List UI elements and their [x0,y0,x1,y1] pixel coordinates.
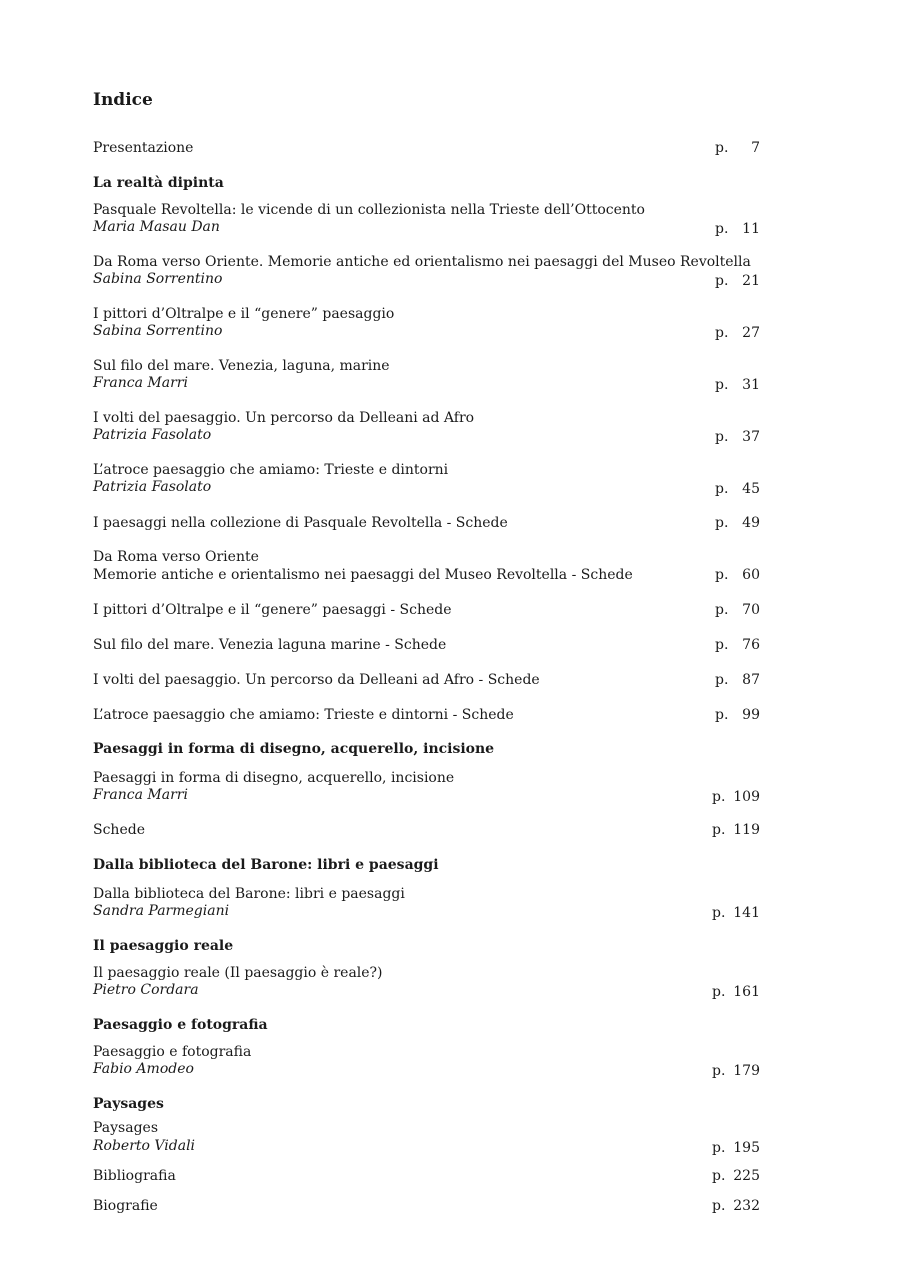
page-prefix: p. [715,707,729,723]
toc-section-heading: Paesaggio e fotografia [93,1017,268,1033]
toc-entry-title: I pittori d’Oltralpe e il “genere” paesaggio [93,306,395,322]
page-prefix: p. [712,822,726,838]
page-number: 37 [742,429,760,445]
toc-section-heading: La realtà dipinta [93,175,224,191]
page-number: 45 [742,481,760,497]
toc-author: Pietro Cordara [93,982,199,998]
page-number: 161 [733,984,760,1000]
page-prefix: p. [715,602,729,618]
toc-entry-title: Presentazione [93,140,194,156]
page-prefix: p. [715,515,729,531]
page-number: 195 [733,1140,760,1156]
toc-entry-title: Paesaggi in forma di disegno, acquerello, incisione [93,770,455,786]
page-prefix: p. [715,377,729,393]
toc-entry-title: Sul filo del mare. Venezia laguna marine - Schede [93,637,447,653]
toc-entry-title: Biografie [93,1198,158,1214]
toc-section-heading: Paesaggi in forma di disegno, acquerello, incisione [93,741,495,757]
toc-entry-title: L’atroce paesaggio che amiamo: Trieste e dintorni - Schede [93,707,514,723]
toc-entry-title: Paesaggio e fotografia [93,1044,252,1060]
page-prefix: p. [715,481,729,497]
page-number: 76 [742,637,760,653]
page-prefix: p. [715,672,729,688]
page-number: 7 [751,140,760,156]
page-number: 49 [742,515,760,531]
toc-author: Roberto Vidali [93,1138,196,1154]
page-number: 70 [742,602,760,618]
toc-author: Maria Masau Dan [93,219,220,235]
toc-entry-title: Schede [93,822,145,838]
page-prefix: p. [715,273,729,289]
page-number: 27 [742,325,760,341]
toc-author: Patrizia Fasolato [93,427,212,443]
page-prefix: p. [712,905,726,921]
page-number: 87 [742,672,760,688]
toc-entry-title: Pasquale Revoltella: le vicende di un collezionista nella Trieste dell’Ottocento [93,202,645,218]
page-prefix: p. [712,1140,726,1156]
toc-author: Sabina Sorrentino [93,323,223,339]
toc-section-heading: Il paesaggio reale [93,938,234,954]
page-number: 141 [733,905,760,921]
toc-entry-title: Da Roma verso Oriente [93,549,259,565]
toc-entry-title: Sul filo del mare. Venezia, laguna, marine [93,358,390,374]
page-prefix: p. [715,140,729,156]
page-prefix: p. [712,984,726,1000]
page-number: 225 [733,1168,760,1184]
page-number: 99 [742,707,760,723]
toc-author: Patrizia Fasolato [93,479,212,495]
page-prefix: p. [715,567,729,583]
toc-section-heading: Dalla biblioteca del Barone: libri e paesaggi [93,857,439,873]
toc-entry-title: L’atroce paesaggio che amiamo: Trieste e dintorni [93,462,449,478]
page-number: 11 [742,221,760,237]
page-prefix: p. [715,221,729,237]
page-number: 60 [742,567,760,583]
page-prefix: p. [712,1198,726,1214]
page-prefix: p. [712,1063,726,1079]
page-number: 109 [733,789,760,805]
page-prefix: p. [715,637,729,653]
page-title: Indice [93,90,153,110]
page-number: 21 [742,273,760,289]
page-prefix: p. [715,429,729,445]
page-number: 179 [733,1063,760,1079]
toc-entry-title: I pittori d’Oltralpe e il “genere” paesaggi - Schede [93,602,452,618]
page-number: 119 [733,822,760,838]
toc-entry-title: Dalla biblioteca del Barone: libri e paesaggi [93,886,405,902]
toc-author: Fabio Amodeo [93,1061,194,1077]
toc-entry-title: I volti del paesaggio. Un percorso da Delleani ad Afro - Schede [93,672,540,688]
page-prefix: p. [712,789,726,805]
toc-entry-title: I volti del paesaggio. Un percorso da Delleani ad Afro [93,410,475,426]
toc-entry-title: Il paesaggio reale (Il paesaggio è reale?) [93,965,383,981]
page-prefix: p. [712,1168,726,1184]
toc-author: Franca Marri [93,787,188,803]
toc-section-heading: Paysages [93,1096,164,1112]
page-number: 232 [733,1198,760,1214]
toc-entry-title: I paesaggi nella collezione di Pasquale Revoltella - Schede [93,515,508,531]
toc-entry-title: Da Roma verso Oriente. Memorie antiche ed orientalismo nei paesaggi del Museo Revoltella [93,254,751,270]
toc-author: Sandra Parmegiani [93,903,230,919]
page-prefix: p. [715,325,729,341]
page-number: 31 [742,377,760,393]
toc-author: Sabina Sorrentino [93,271,223,287]
toc-author: Franca Marri [93,375,188,391]
toc-entry-title: Paysages [93,1120,159,1136]
toc-entry-title: Memorie antiche e orientalismo nei paesaggi del Museo Revoltella - Schede [93,567,633,583]
toc-entry-title: Bibliografia [93,1168,176,1184]
